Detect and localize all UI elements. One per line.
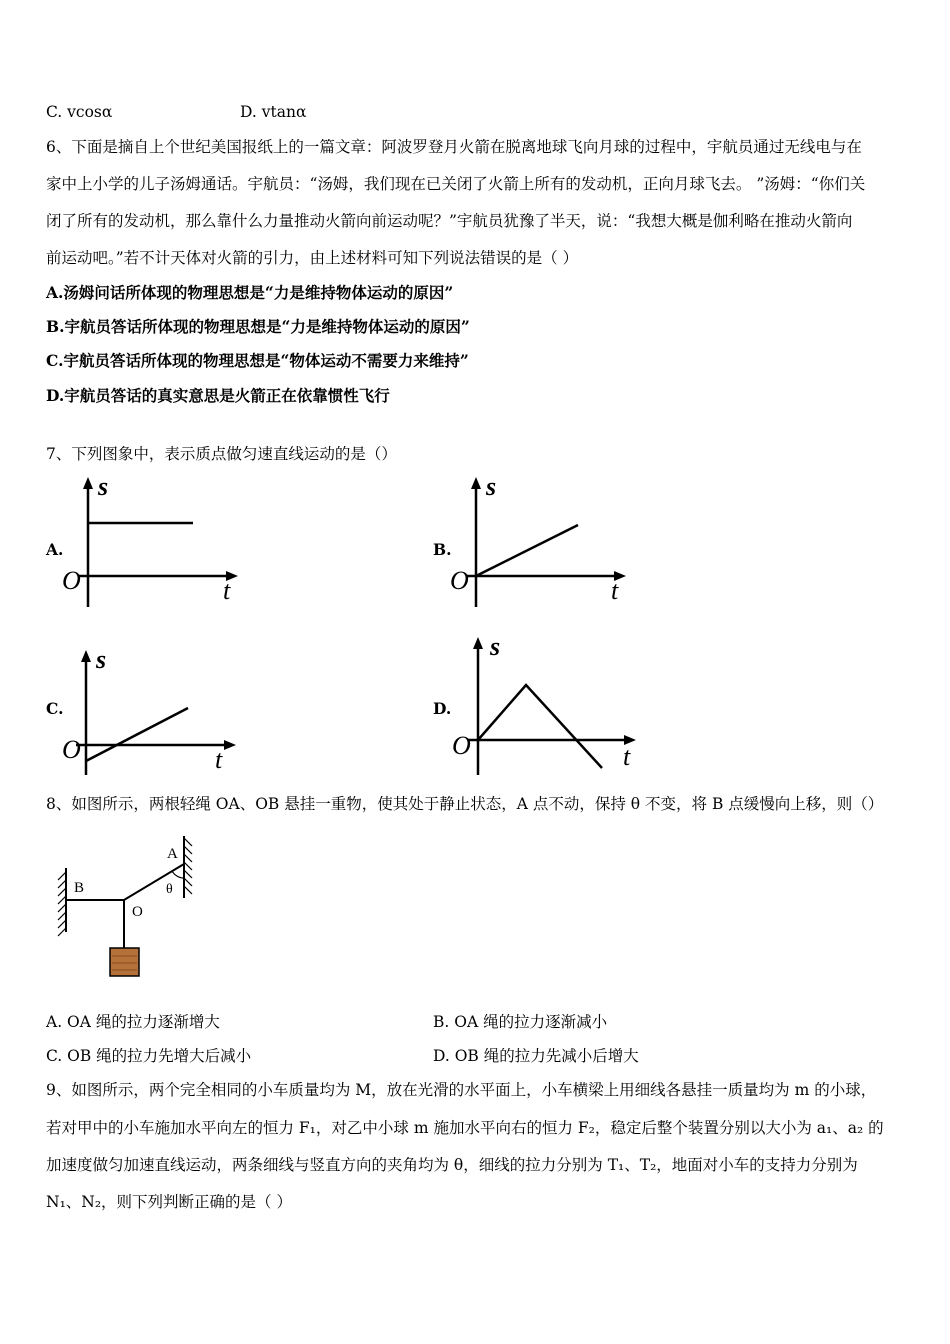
q7-a-origin-label: O — [62, 566, 81, 595]
q7-b-s-label: s — [486, 472, 497, 501]
q8-option-b: B. OA 绳的拉力逐渐减小 — [433, 1013, 608, 1031]
q5-option-d: D. vtanα — [240, 103, 307, 121]
q7-d-s-label: s — [490, 632, 501, 661]
q7-c-origin-label: O — [62, 735, 81, 764]
q8-option-c: C. OB 绳的拉力先增大后减小 — [46, 1047, 252, 1065]
q6-stem-line-4: 前运动吧。”若不计天体对火箭的引力，由上述材料可知下列说法错误的是（ ） — [46, 249, 579, 267]
q8-option-d: D. OB 绳的拉力先减小后增大 — [433, 1047, 639, 1065]
q7-stem: 7、下列图象中，表示质点做匀速直线运动的是（） — [46, 445, 397, 463]
q8-label-b: B — [74, 880, 85, 896]
q6-stem-line-1: 6、下面是摘自上个世纪美国报纸上的一篇文章：阿波罗登月火箭在脱离地球飞向月球的过程中，宇航员通过无线电与在 — [46, 138, 862, 156]
q7-label-b: B. — [433, 540, 452, 559]
q8-stem: 8、如图所示，两根轻绳 OA、OB 悬挂一重物，使其处于静止状态，A 点不动，保持 θ 不变，将 B 点缓慢向上移，则（） — [46, 795, 884, 813]
q8-label-theta: θ — [166, 882, 173, 897]
q7-label-d: D. — [433, 699, 452, 718]
q6-option-b: B.宇航员答话所体现的物理思想是“力是维持物体运动的原因” — [46, 317, 470, 336]
q7-label-c: C. — [46, 699, 64, 718]
q8-label-a: A — [167, 846, 178, 862]
q7-b-origin-label: O — [450, 566, 469, 595]
q7-a-s-label: s — [98, 472, 109, 501]
q6-option-a: A.汤姆问话所体现的物理思想是“力是维持物体运动的原因” — [46, 283, 454, 302]
q8-option-a: A. OA 绳的拉力逐渐增大 — [46, 1013, 220, 1031]
q6-stem-line-2: 家中上小学的儿子汤姆通话。宇航员：“汤姆，我们现在已关闭了火箭上所有的发动机，正向月球飞去。 ”汤姆：“你们关 — [46, 175, 866, 193]
q7-d-origin-label: O — [452, 731, 471, 760]
q6-stem-line-3: 闭了所有的发动机，那么靠什么力量推动火箭向前运动呢？”宇航员犹豫了半天，说：“我想大概是伽利略在推动火箭向 — [46, 212, 853, 230]
q7-a-t-label: t — [223, 576, 231, 605]
q8-figure — [50, 832, 200, 986]
q7-label-a: A. — [46, 540, 64, 559]
q7-c-t-label: t — [215, 745, 223, 774]
q6-option-c: C.宇航员答话所体现的物理思想是“物体运动不需要力来维持” — [46, 351, 469, 370]
q7-graph-b — [448, 472, 638, 614]
q7-c-s-label: s — [96, 645, 107, 674]
q7-graph-a — [60, 472, 250, 614]
q9-stem-line-4: N₁、N₂，则下列判断正确的是（ ） — [46, 1193, 292, 1211]
q9-stem-line-2: 若对甲中的小车施加水平向左的恒力 F₁，对乙中小球 m 施加水平向右的恒力 F₂，稳定后整个装置分别以大小为 a₁、a₂ 的 — [46, 1119, 884, 1137]
q6-option-d: D.宇航员答话的真实意思是火箭正在依靠惯性飞行 — [46, 386, 390, 405]
q9-stem-line-1: 9、如图所示，两个完全相同的小车质量均为 M，放在光滑的水平面上，小车横梁上用细线各悬挂一质量均为 m 的小球， — [46, 1081, 877, 1099]
q5-option-c: C. vcosα — [46, 103, 113, 121]
q8-label-o: O — [132, 904, 143, 920]
q7-d-t-label: t — [623, 742, 631, 771]
q9-stem-line-3: 加速度做匀加速直线运动，两条细线与竖直方向的夹角均为 θ，细线的拉力分别为 T₁、T₂，地面对小车的支持力分别为 — [46, 1156, 858, 1174]
q7-graph-c — [58, 645, 248, 782]
q7-graph-d — [450, 632, 645, 781]
q7-b-t-label: t — [611, 576, 619, 605]
